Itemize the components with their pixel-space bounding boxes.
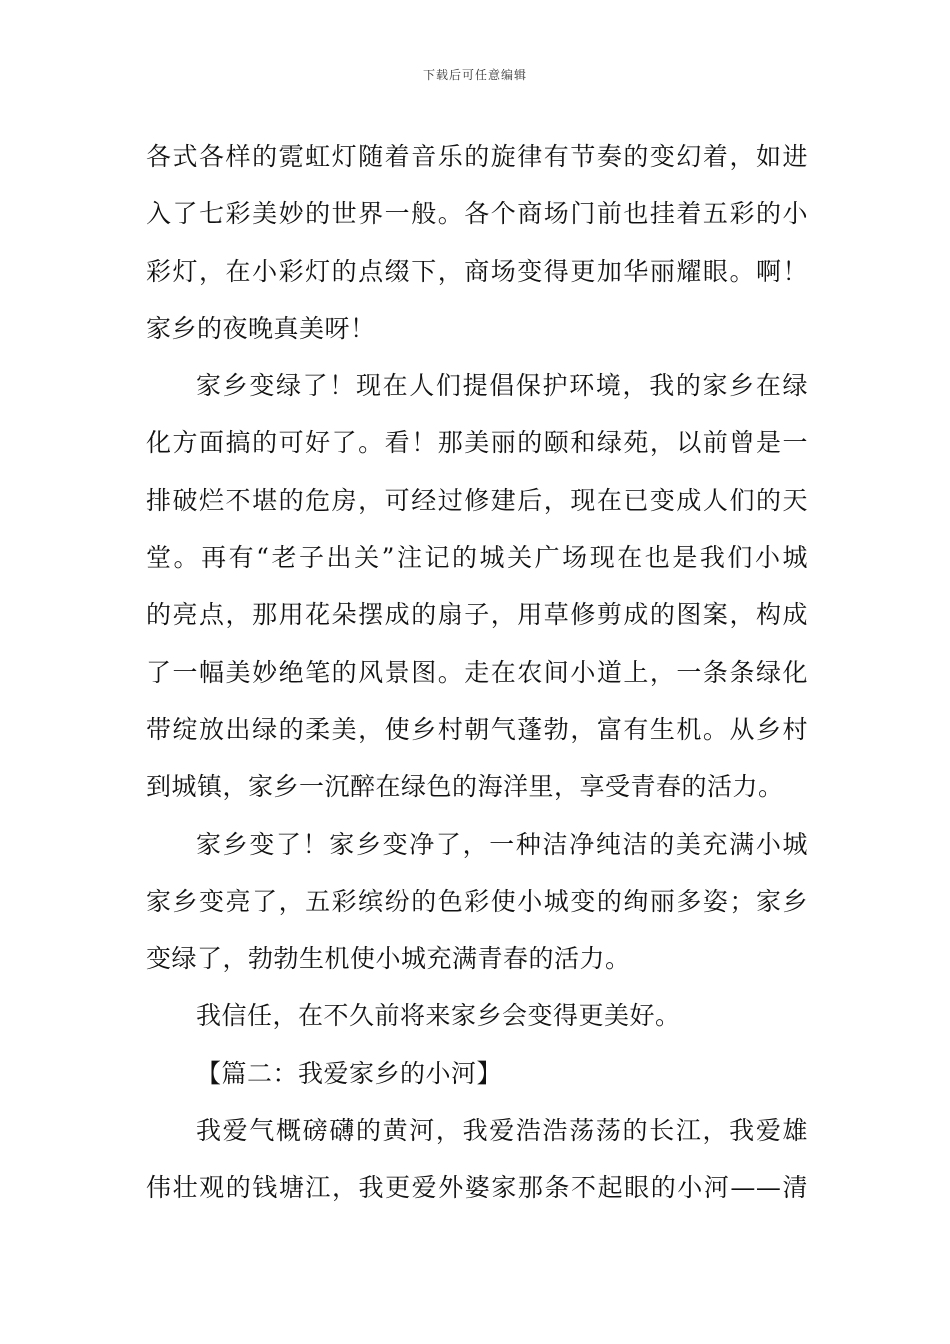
text-line: 入了七彩美妙的世界一般。各个商场门前也挂着五彩的小 [146, 199, 808, 229]
paragraph-first-line: 我爱气概磅礴的黄河，我爱浩浩荡荡的长江，我爱雄 [196, 1116, 808, 1146]
text-line: 的亮点，那用花朵摆成的扇子，用草修剪成的图案，构成 [146, 600, 808, 630]
text-line: 到城镇，家乡一沉醉在绿色的海洋里，享受青春的活力。 [146, 772, 784, 802]
text-line: 彩灯，在小彩灯的点缀下，商场变得更加华丽耀眼。啊！ [146, 256, 808, 286]
text-line: 伟壮观的钱塘江，我更爱外婆家那条不起眼的小河——清 [146, 1173, 808, 1203]
text-line: 了一幅美妙绝笔的风景图。走在农间小道上，一条条绿化 [146, 657, 808, 687]
section-heading: 【篇二：我爱家乡的小河】 [196, 1058, 503, 1088]
text-line: 堂。再有“老子出关”注记的城关广场现在也是我们小城 [146, 543, 808, 573]
paragraph-first-line: 家乡变了！家乡变净了，一种洁净纯洁的美充满小城 [196, 829, 808, 859]
paragraph-first-line: 家乡变绿了！现在人们提倡保护环境，我的家乡在绿 [196, 371, 808, 401]
paragraph-first-line: 我信任，在不久前将来家乡会变得更美好。 [196, 1001, 681, 1031]
document-body [146, 128, 808, 1217]
text-line: 化方面搞的可好了。看！那美丽的颐和绿苑，以前曾是一 [146, 428, 808, 458]
text-line: 各式各样的霓虹灯随着音乐的旋律有节奏的变幻着，如进 [146, 142, 808, 171]
text-line: 家乡变亮了，五彩缤纷的色彩使小城变的绚丽多姿；家乡 [146, 886, 808, 916]
text-line: 变绿了，勃勃生机使小城充满青春的活力。 [146, 944, 631, 974]
text-line: 家乡的夜晚真美呀！ [146, 313, 376, 343]
page-header: 下载后可任意编辑 [422, 68, 527, 82]
text-line: 带绽放出绿的柔美，使乡村朝气蓬勃，富有生机。从乡村 [146, 714, 808, 744]
text-line: 排破烂不堪的危房，可经过修建后，现在已变成人们的天 [146, 485, 808, 515]
